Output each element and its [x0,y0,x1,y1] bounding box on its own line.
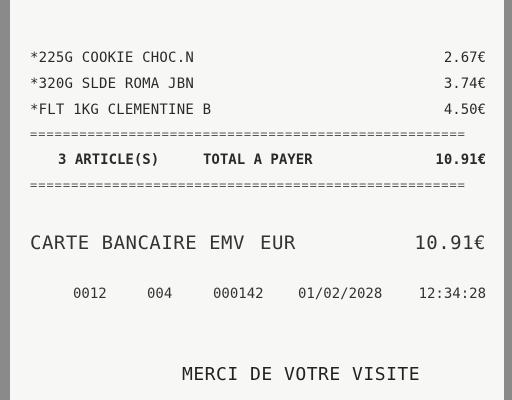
payment-method: CARTE BANCAIRE EMV [30,232,245,254]
item-name-1: *225G COOKIE CHOC.N [30,50,194,66]
thank-you-message: MERCI DE VOTRE VISITE [182,364,421,385]
total-label: TOTAL A PAYER [203,152,313,168]
separator-top: ===================================================== [30,127,466,141]
item-name-3: *FLT 1KG CLEMENTINE B [30,102,212,118]
item-price-2: 3.74€ [443,76,486,92]
ticket-number: 000142 [213,286,264,302]
transaction-date: 01/02/2028 [298,286,383,302]
item-price-3: 4.50€ [443,102,486,118]
transaction-time: 12:34:28 [418,286,486,302]
store-number: 0012 [73,286,107,302]
item-name-2: *320G SLDE ROMA JBN [30,76,194,92]
separator-bottom: ===================================================== [30,178,466,192]
payment-currency: EUR [260,232,296,254]
total-article-count: 3 ARTICLE(S) [58,152,160,168]
payment-amount: 10.91€ [414,232,486,254]
receipt-paper [10,0,504,400]
total-amount: 10.91€ [435,152,486,168]
till-number: 004 [147,286,173,302]
item-price-1: 2.67€ [443,50,486,66]
